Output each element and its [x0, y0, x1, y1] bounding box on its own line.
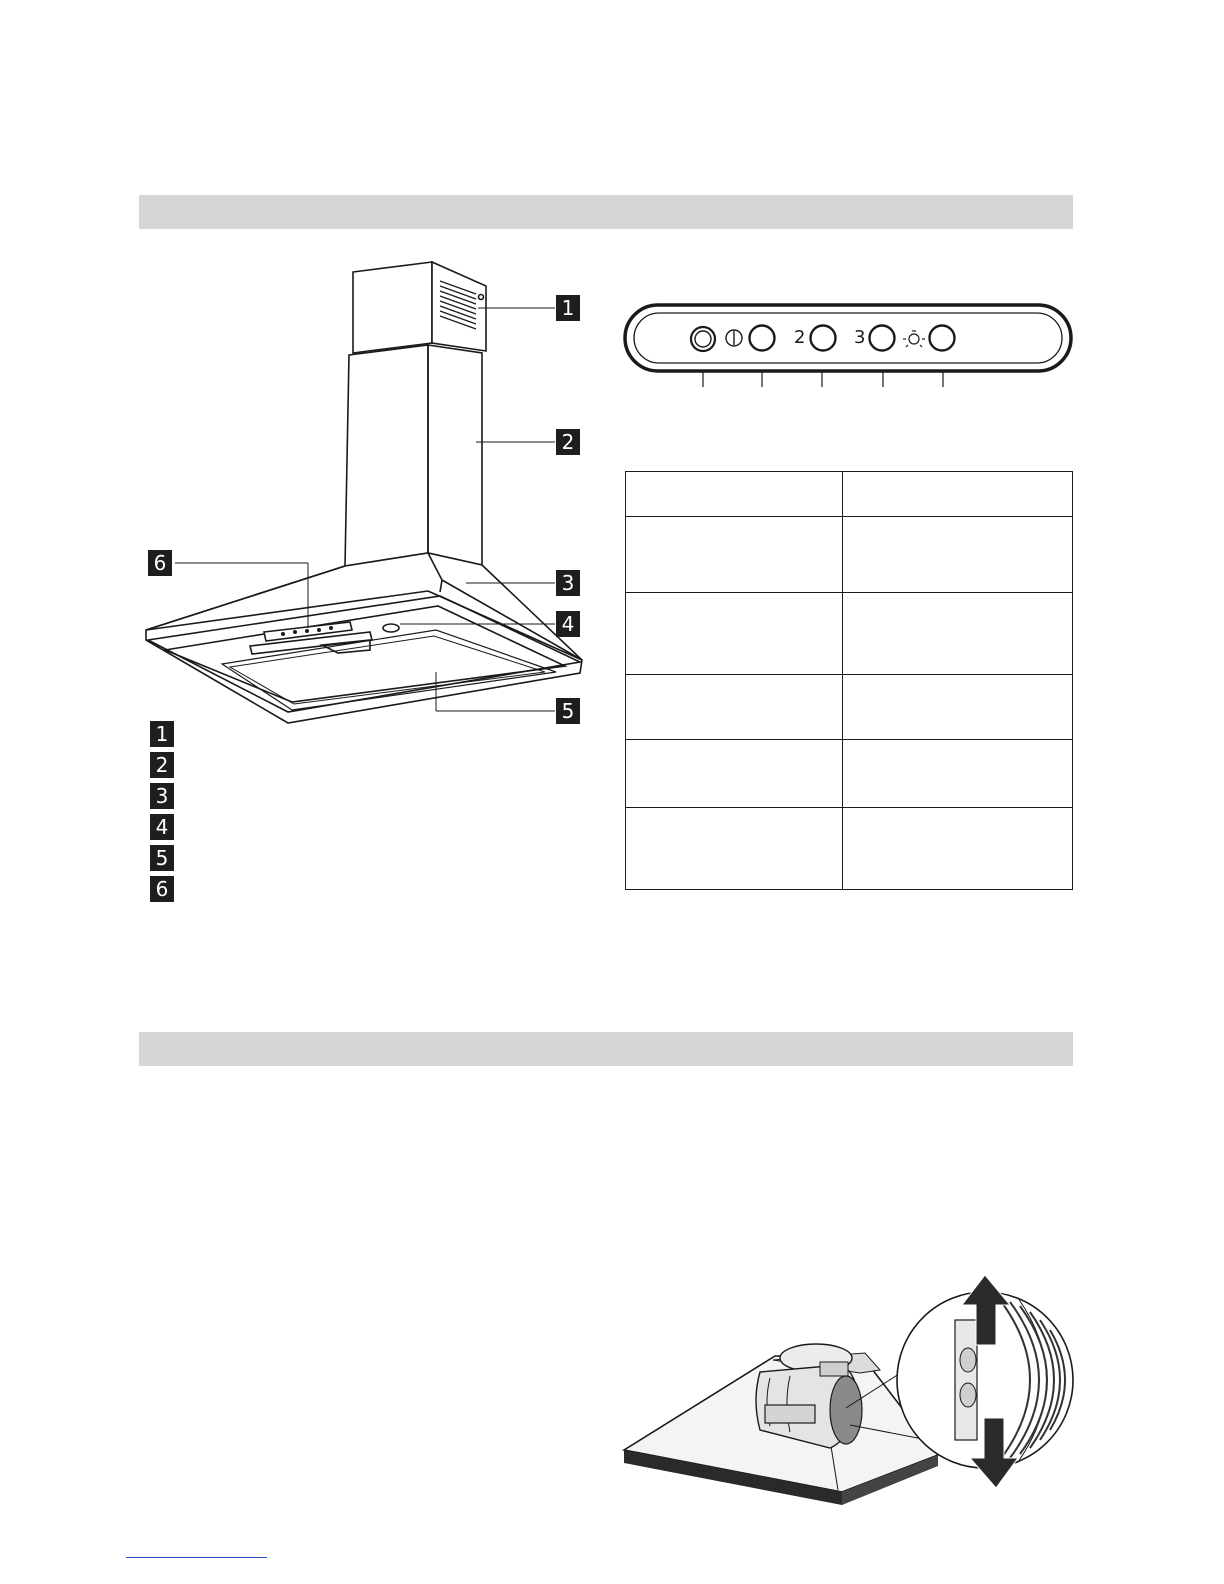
- speed-2-button[interactable]: [811, 326, 836, 351]
- legend-item-3: 3: [150, 783, 174, 809]
- table-cell: [626, 675, 843, 739]
- table-cell: [626, 472, 843, 517]
- legend-item-2: 2: [150, 752, 174, 778]
- motor-installation-illustration: [618, 1265, 1080, 1510]
- table-cell: [843, 807, 1073, 889]
- speed-2-label: 2: [794, 327, 806, 348]
- legend-item-6: 6: [150, 876, 174, 902]
- power-button[interactable]: [691, 327, 715, 351]
- lamp-icon: [903, 331, 925, 347]
- legend-item-1: 1: [150, 721, 174, 747]
- table-cell: [843, 517, 1073, 593]
- table-cell: [843, 472, 1073, 517]
- speed-1-button[interactable]: [750, 326, 775, 351]
- callout-control-panel: 6: [148, 550, 172, 576]
- speed-3-label: 3: [854, 327, 866, 348]
- table-row: [626, 675, 1073, 739]
- cooker-hood-illustration: [140, 255, 590, 735]
- section-header-band-1: [139, 195, 1073, 229]
- speed-3-button[interactable]: [870, 326, 895, 351]
- table-row: [626, 517, 1073, 593]
- table-cell: [843, 593, 1073, 675]
- control-panel-diagram: [620, 300, 1080, 392]
- legend-item-4: 4: [150, 814, 174, 840]
- table-row: [626, 593, 1073, 675]
- callout-canopy: 3: [556, 570, 580, 596]
- table-cell: [626, 593, 843, 675]
- callout-filter: 5: [556, 698, 580, 724]
- callout-chimney-upper: 1: [556, 295, 580, 321]
- table-cell: [843, 675, 1073, 739]
- table-cell: [626, 517, 843, 593]
- table-row: [626, 472, 1073, 517]
- light-button[interactable]: [930, 326, 955, 351]
- table-cell: [626, 739, 843, 807]
- legend-item-5: 5: [150, 845, 174, 871]
- callout-chimney-lower: 2: [556, 429, 580, 455]
- power-icon: [726, 330, 742, 346]
- control-function-table: [625, 471, 1073, 890]
- footer-link-underline[interactable]: [126, 1557, 267, 1558]
- table-row: [626, 807, 1073, 889]
- callout-light: 4: [556, 611, 580, 637]
- table-cell: [843, 739, 1073, 807]
- section-header-band-2: [139, 1032, 1073, 1066]
- table-row: [626, 739, 1073, 807]
- table-cell: [626, 807, 843, 889]
